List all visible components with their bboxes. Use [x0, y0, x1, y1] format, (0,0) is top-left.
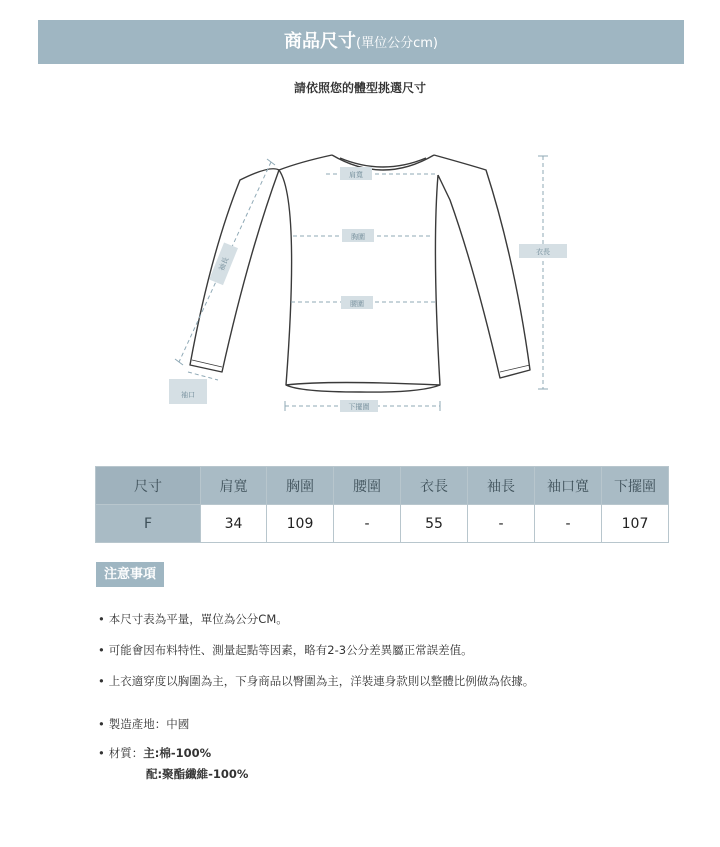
header-cell: 袖長	[468, 467, 535, 505]
label-shoulder: 肩寬	[349, 171, 363, 179]
table-cell: 55	[401, 505, 468, 543]
label-sleeve: 袖長	[217, 256, 231, 272]
size-table	[95, 466, 669, 543]
material-main: 主:棉-100%	[143, 746, 212, 760]
label-tags	[169, 167, 567, 412]
bullet: •	[98, 643, 105, 657]
note-item	[98, 642, 473, 658]
origin-item	[98, 716, 189, 732]
label-length: 衣長	[536, 248, 550, 256]
size-header-bar	[38, 20, 684, 64]
table-cell: 109	[267, 505, 334, 543]
cuff-lines	[192, 360, 530, 372]
shirt-outline	[190, 155, 530, 392]
label-cuff: 袖口	[181, 391, 195, 399]
table-row	[96, 505, 669, 543]
header-cell: 尺寸	[96, 467, 201, 505]
label-waist: 腰圍	[350, 300, 364, 308]
table-cell: -	[468, 505, 535, 543]
header-cell: 袖口寬	[535, 467, 602, 505]
header-title: 商品尺寸	[284, 31, 357, 52]
header-unit: (單位公分cm)	[356, 36, 438, 51]
table-header-row	[96, 467, 669, 505]
note-text: 可能會因布料特性、測量起點等因素，略有2-3公分差異屬正常誤差值。	[108, 643, 473, 657]
material-sub: 配:聚酯纖維-100%	[146, 767, 249, 781]
note-item	[98, 673, 534, 689]
bullet: •	[98, 717, 105, 731]
header-cell: 腰圍	[334, 467, 401, 505]
table-cell: 107	[602, 505, 669, 543]
measurement-lines	[179, 156, 543, 406]
bullet: •	[98, 746, 105, 760]
cuff-line	[188, 372, 218, 380]
table-cell: F	[96, 505, 201, 543]
table-cell: -	[535, 505, 602, 543]
bullet: •	[98, 674, 105, 688]
measurement-ticks	[175, 156, 548, 411]
header-cell: 衣長	[401, 467, 468, 505]
garment-diagram	[0, 140, 720, 430]
note-item	[98, 611, 288, 627]
table-cell: 34	[201, 505, 267, 543]
note-text: 本尺寸表為平量，單位為公分CM。	[108, 612, 288, 626]
bullet: •	[98, 612, 105, 626]
material-label: 材質：	[108, 746, 144, 760]
header-cell: 胸圍	[267, 467, 334, 505]
header-cell: 肩寬	[201, 467, 267, 505]
label-hem: 下擺圍	[348, 403, 370, 411]
notes-title: 注意事項	[96, 562, 164, 587]
label-chest: 胸圍	[351, 233, 365, 241]
subtitle: 請依照您的體型挑選尺寸	[293, 81, 426, 95]
note-text: 上衣適穿度以胸圍為主，下身商品以臀圍為主，洋裝連身款則以整體比例做為依據。	[108, 674, 535, 688]
origin-text: 製造產地：中國	[108, 717, 190, 731]
material-item	[98, 745, 211, 761]
header-cell: 下擺圍	[602, 467, 669, 505]
table-cell: -	[334, 505, 401, 543]
